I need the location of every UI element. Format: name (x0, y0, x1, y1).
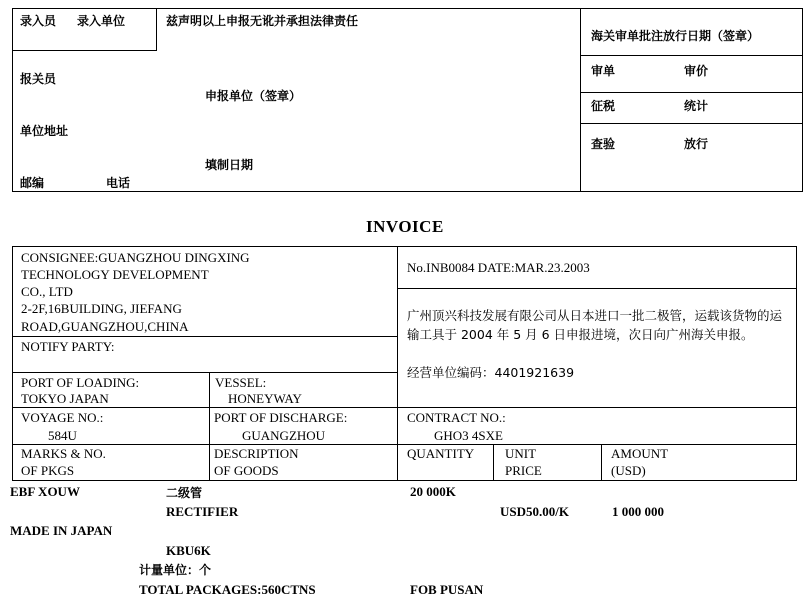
goods-name-en: RECTIFIER (166, 504, 239, 519)
invoice-number-date: No.INB0084 DATE:MAR.23.2003 (407, 260, 590, 275)
invoice-center-divider (397, 246, 398, 481)
col-marks-line-1: MARKS & NO. (21, 446, 106, 461)
vessel-label: VESSEL: (215, 375, 267, 390)
col-quantity: QUANTITY (407, 446, 475, 461)
statistics-label: 统计 (684, 99, 709, 113)
review-label: 审单 (591, 64, 616, 78)
postcode-label: 邮编 (20, 176, 45, 190)
release-label: 放行 (684, 137, 709, 151)
goods-marks: EBF XOUW (10, 484, 80, 499)
invoice-bottom-border (12, 480, 797, 481)
declaration-statement: 兹声明以上申报无讹并承担法律责任 (166, 14, 359, 28)
customs-approval-date-label: 海关审单批注放行日期（签章） (591, 29, 760, 43)
declaration-bottom-border (12, 191, 803, 192)
goods-measure-unit: 计量单位：个 (139, 563, 212, 577)
contract-value: GHO3 4SXE (434, 428, 503, 443)
invoice-left-border (12, 246, 13, 481)
goods-unit-price: USD50.00/K (500, 504, 569, 519)
consignee-line-3: CO., LTD (21, 284, 73, 299)
col-desc-line-1: DESCRIPTION (214, 446, 299, 461)
port-discharge-label: PORT OF DISCHARGE: (214, 410, 348, 425)
entry-clerk-label: 录入员 (20, 14, 57, 28)
goods-model: KBU6K (166, 543, 211, 558)
voyage-line (12, 407, 797, 408)
vessel-divider (209, 372, 210, 481)
notify-line (12, 336, 398, 337)
customs-row-line-3 (580, 123, 803, 124)
company-code: 经营单位编码：4401921639 (407, 365, 575, 380)
port-discharge-value: GUANGZHOU (242, 428, 326, 443)
declarant-label: 报关员 (20, 72, 57, 86)
tax-label: 征税 (591, 99, 616, 113)
number-date-line (397, 288, 797, 289)
invoice-right-border (796, 246, 797, 481)
consignee-line-5: ROAD,GUANGZHOU,CHINA (21, 319, 189, 334)
col-amount-line-1: AMOUNT (611, 446, 669, 461)
ports-line (12, 372, 398, 373)
col-marks-line-2: OF PKGS (21, 463, 75, 478)
col-amount-line-2: (USD) (611, 463, 646, 478)
goods-name-cn: 二级管 (166, 486, 203, 500)
goods-origin: MADE IN JAPAN (10, 523, 113, 538)
contract-label: CONTRACT NO.: (407, 410, 506, 425)
goods-amount: 1 000 000 (612, 504, 664, 519)
invoice-title: INVOICE (366, 217, 444, 236)
col-desc-line-2: OF GOODS (214, 463, 279, 478)
col-unit-line-2: PRICE (505, 463, 542, 478)
customs-row-line-2 (580, 92, 803, 93)
vessel-value: HONEYWAY (228, 391, 302, 406)
col-unit-line-1: UNIT (505, 446, 537, 461)
fill-date-label: 填制日期 (205, 158, 254, 172)
unit-address-label: 单位地址 (20, 124, 69, 138)
port-loading-label: PORT OF LOADING: (21, 375, 140, 390)
consignee-line-1: CONSIGNEE:GUANGZHOU DINGXING (21, 250, 250, 265)
port-loading-value: TOKYO JAPAN (21, 391, 109, 406)
quantity-divider (493, 444, 494, 481)
customs-box-left (580, 8, 581, 192)
voyage-value: 584U (48, 428, 77, 443)
invoice-top-border (12, 246, 797, 247)
header-line (12, 444, 797, 445)
consignee-line-4: 2-2F,16BUILDING, JIEFANG (21, 301, 182, 316)
notify-party-label: NOTIFY PARTY: (21, 339, 115, 354)
voyage-label: VOYAGE NO.: (21, 410, 104, 425)
phone-label: 电话 (106, 176, 131, 190)
inspection-label: 查验 (591, 137, 616, 151)
declaration-top-border (12, 8, 803, 9)
consignee-line-2: TECHNOLOGY DEVELOPMENT (21, 267, 209, 282)
declaration-right-border (802, 8, 803, 192)
entry-box-bottom (12, 50, 157, 51)
entry-unit-label: 录入单位 (77, 14, 126, 28)
customs-row-line-1 (580, 55, 803, 56)
declaring-unit-label: 申报单位（签章） (205, 89, 302, 103)
goods-description-cn: 广州顶兴科技发展有限公司从日本进口一批二极管，运载该货物的运输工具于 2004 年 5 月 6 日申报进境，次日向广州海关申报。 (407, 308, 783, 342)
goods-quantity: 20 000K (410, 484, 456, 499)
goods-terms: FOB PUSAN (410, 582, 484, 597)
declaration-left-border (12, 8, 13, 192)
price-divider (601, 444, 602, 481)
valuation-label: 审价 (684, 64, 709, 78)
goods-total-packages: TOTAL PACKAGES:560CTNS (139, 582, 316, 597)
entry-box-right (156, 8, 157, 51)
